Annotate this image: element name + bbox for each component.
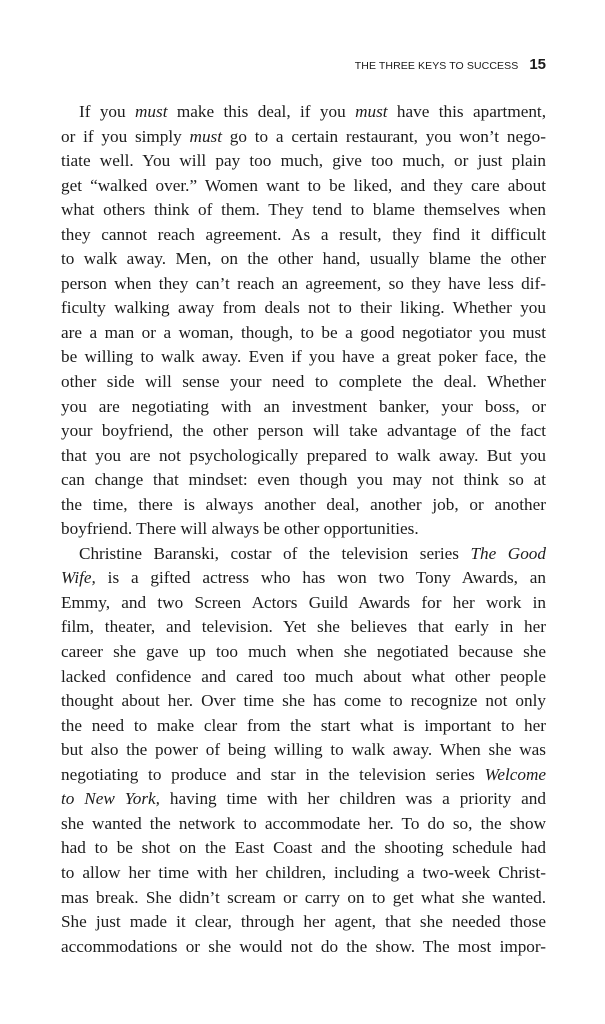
text-line	[61, 247, 546, 272]
text-line	[61, 468, 546, 493]
text-line	[61, 345, 546, 370]
text-line	[61, 395, 546, 420]
text-line	[61, 640, 546, 665]
text-run: other side will sense your need to complete the deal. Whether	[61, 372, 546, 392]
text-line	[61, 763, 546, 788]
text-line	[61, 100, 546, 125]
text-line	[61, 149, 546, 174]
text-line	[61, 836, 546, 861]
text-run: get “walked over.” Women want to be liked, and they care about	[61, 175, 546, 195]
text-run: that you are not psychologically prepared to walk away. But you	[61, 445, 546, 465]
text-run: career she gave up too much when she negotiated because she	[61, 642, 546, 662]
text-run: She just made it clear, through her agent, that she needed those	[61, 912, 546, 932]
running-header	[355, 56, 546, 73]
italic-text: must	[355, 102, 388, 121]
text-line	[61, 787, 546, 812]
text-line	[61, 886, 546, 911]
paragraph	[61, 100, 546, 542]
text-run: can change that mindset: even though you may not think so at	[61, 470, 546, 490]
text-run: Christine Baranski, costar of the television series	[79, 543, 471, 563]
text-line	[61, 591, 546, 616]
page-number: 15	[529, 56, 546, 73]
text-run: negotiating to produce and star in the television series	[61, 764, 485, 784]
text-line	[61, 272, 546, 297]
text-line	[61, 517, 546, 542]
text-run: thought about her. Over time she has come to recognize not only	[61, 691, 546, 711]
text-run: make this deal, if you	[167, 102, 356, 121]
italic-text: Welcome	[484, 764, 546, 784]
text-run: they cannot reach agreement. As a result, they find it difficult	[61, 224, 546, 244]
text-line	[61, 321, 546, 346]
body-text	[61, 100, 546, 959]
text-run: film, theater, and television. Yet she believes that early in her	[61, 617, 546, 637]
text-line	[61, 296, 546, 321]
text-run: to walk away. Men, on the other hand, usually blame the other	[61, 249, 546, 269]
text-run: be willing to walk away. Even if you have a great poker face, the	[61, 347, 546, 367]
text-run: having time with her children was a priority and	[159, 789, 546, 809]
text-run: person when they can’t reach an agreement, so they have less dif-	[61, 273, 546, 293]
italic-text: must	[189, 126, 223, 146]
italic-text: The Good	[470, 543, 546, 563]
text-line	[61, 444, 546, 469]
text-run: what others think of them. They tend to blame themselves when	[61, 200, 546, 220]
text-run: If you	[79, 102, 135, 121]
paragraph	[61, 542, 546, 959]
italic-text: must	[135, 102, 168, 121]
text-line	[61, 174, 546, 199]
italic-text: Wife,	[61, 568, 96, 588]
text-line	[61, 738, 546, 763]
text-run: the time, there is always another deal, another job, or another	[61, 494, 546, 514]
text-line	[61, 370, 546, 395]
text-run: go to a certain restaurant, you won’t nego-	[222, 126, 546, 146]
text-run: tiate well. You will pay too much, give too much, or just plain	[61, 151, 546, 171]
text-line	[61, 223, 546, 248]
text-line	[61, 566, 546, 591]
text-run: you are negotiating with an investment banker, your boss, or	[61, 396, 546, 416]
text-run: Emmy, and two Screen Actors Guild Awards for her work in	[61, 592, 546, 612]
text-run: accommodations or she would not do the show. The most impor-	[61, 936, 546, 956]
text-run: boyfriend. There will always be other opportunities.	[61, 519, 419, 539]
text-run: mas break. She didn’t scream or carry on to get what she wanted.	[61, 887, 546, 907]
text-run: the need to make clear from the start what is important to her	[61, 715, 546, 735]
text-run: to allow her time with her children, including a two-week Christ-	[61, 862, 546, 882]
text-line	[61, 861, 546, 886]
running-title: THE THREE KEYS TO SUCCESS	[354, 60, 519, 72]
text-line	[61, 493, 546, 518]
text-line	[61, 714, 546, 739]
text-line	[61, 910, 546, 935]
text-line	[61, 198, 546, 223]
text-run: lacked confidence and cared too much about what other people	[61, 666, 546, 686]
text-run: she wanted the network to accommodate her. To do so, the show	[61, 813, 546, 833]
text-line	[61, 542, 546, 567]
italic-text: to New York,	[61, 789, 160, 809]
text-line	[61, 812, 546, 837]
text-run: your boyfriend, the other person will take advantage of the fact	[61, 421, 546, 441]
text-line	[61, 689, 546, 714]
text-line	[61, 125, 546, 150]
text-line	[61, 419, 546, 444]
text-run: are a man or a woman, though, to be a good negotiator you must	[61, 322, 546, 342]
text-run: is a gifted actress who has won two Tony Awards, an	[95, 568, 546, 588]
text-line	[61, 935, 546, 960]
text-run: have this apartment,	[387, 102, 546, 121]
text-run: had to be shot on the East Coast and the shooting schedule had	[61, 838, 546, 858]
text-run: but also the power of being willing to walk away. When she was	[61, 740, 546, 760]
text-run: or if you simply	[61, 126, 190, 146]
text-line	[61, 615, 546, 640]
text-run: ficulty walking away from deals not to their liking. Whether you	[61, 298, 546, 318]
text-line	[61, 665, 546, 690]
